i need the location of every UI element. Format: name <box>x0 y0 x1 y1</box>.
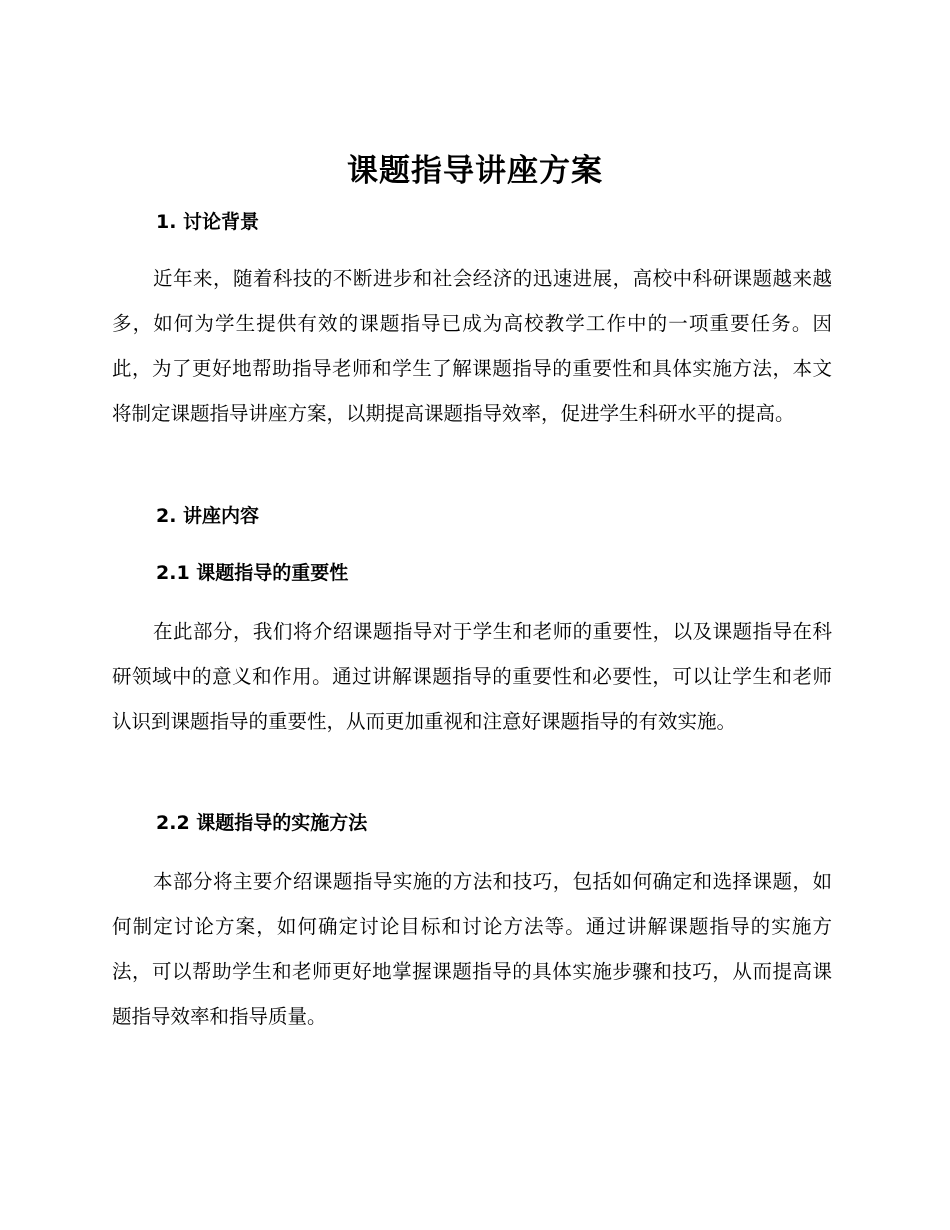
section-heading-background: 1. 讨论背景 <box>156 211 260 233</box>
subsection-heading-methods: 2.2 课题指导的实施方法 <box>156 812 368 834</box>
section-heading-lecture-content: 2. 讲座内容 <box>156 505 260 527</box>
subsection-heading-importance: 2.1 课题指导的重要性 <box>156 562 349 584</box>
paragraph-methods: 本部分将主要介绍课题指导实施的方法和技巧，包括如何确定和选择课题，如何制定讨论方案，如何确定讨论目标和讨论方法等。通过讲解课题指导的实施方法，可以帮助学生和老师更好地掌握课题指导的具体实施步骤和技巧，从而提高课题指导效率和指导质量。 <box>112 870 832 1028</box>
document-title: 课题指导讲座方案 <box>347 153 603 189</box>
paragraph-importance: 在此部分，我们将介绍课题指导对于学生和老师的重要性，以及课题指导在科研领域中的意义和作用。通过讲解课题指导的重要性和必要性，可以让学生和老师认识到课题指导的重要性，从而更加重视和注意好课题指导的有效实施。 <box>112 620 832 733</box>
paragraph-background: 近年来，随着科技的不断进步和社会经济的迅速进展，高校中科研课题越来越多，如何为学生提供有效的课题指导已成为高校教学工作中的一项重要任务。因此，为了更好地帮助指导老师和学生了解课题指导的重要性和具体实施方法，本文将制定课题指导讲座方案，以期提高课题指导效率，促进学生科研水平的提高。 <box>112 267 832 425</box>
